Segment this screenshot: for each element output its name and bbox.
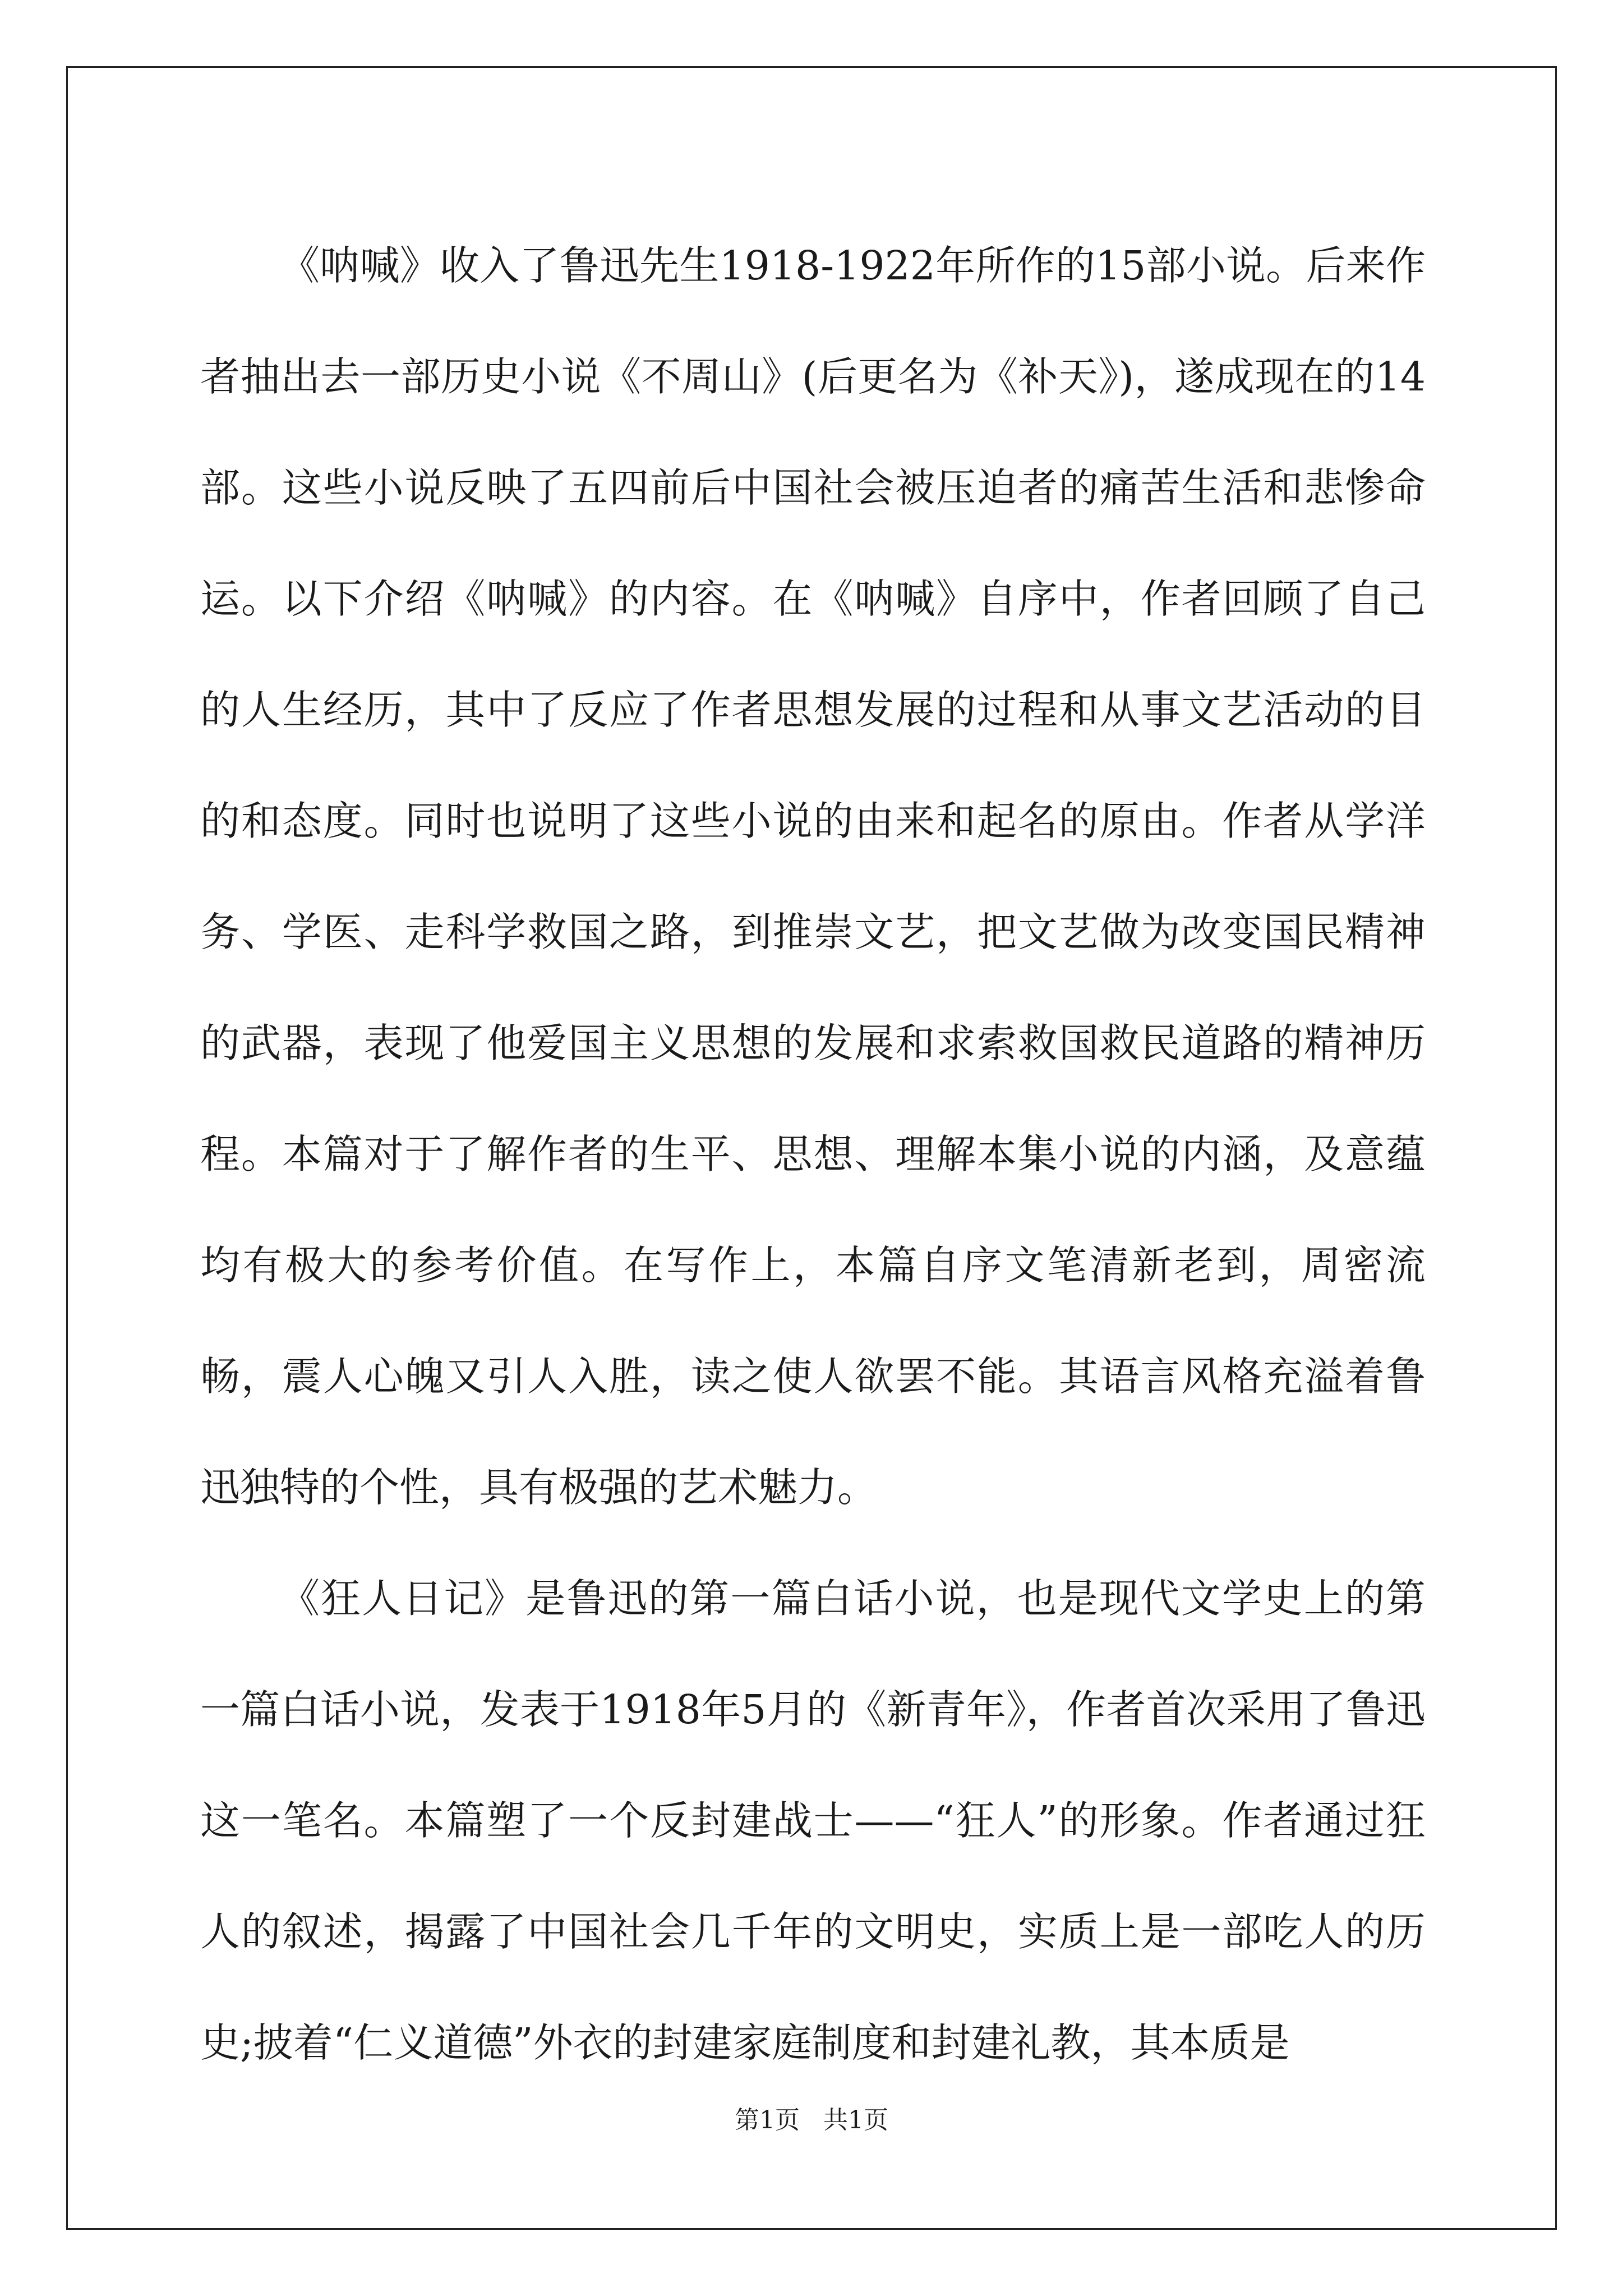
paragraph-2: 《狂人日记》是鲁迅的第一篇白话小说，也是现代文学史上的第一篇白话小说，发表于1918年5月的《新青年》，作者首次采用了鲁迅这一笔名。本篇塑了一个反封建战士——“狂人”的形象。作者通过狂人的叙述，揭露了中国社会几千年的文明史，实质上是一部吃人的历史;披着“仁义道德”外衣的封建家庭制度和封建礼教，其本质是 <box>200 1575 1426 2066</box>
page-number-footer: 第1页 共1页 <box>735 2106 888 2134</box>
document-body <box>200 210 1426 2099</box>
paragraph-1: 《呐喊》收入了鲁迅先生1918-1922年所作的15部小说。后来作者抽出去一部历史小说《不周山》(后更名为《补天》)，遂成现在的14部。这些小说反映了五四前后中国社会被压迫者的痛苦生活和悲惨命运。以下介绍《呐喊》的内容。在《呐喊》自序中，作者回顾了自己的人生经历，其中了反应了作者思想发展的过程和从事文艺活动的目的和态度。同时也说明了这些小说的由来和起名的原由。作者从学洋务、学医、走科学救国之路，到推崇文艺，把文艺做为改变国民精神的武器，表现了他爱国主义思想的发展和求索救国救民道路的精神历程。本篇对于了解作者的生平、思想、理解本集小说的内涵，及意蕴均有极大的参考价值。在写作上，本篇自序文笔清新老到，周密流畅，震人心魄又引人入胜，读之使人欲罢不能。其语言风格充溢着鲁迅独特的个性，具有极强的艺术魅力。 <box>200 242 1426 1511</box>
